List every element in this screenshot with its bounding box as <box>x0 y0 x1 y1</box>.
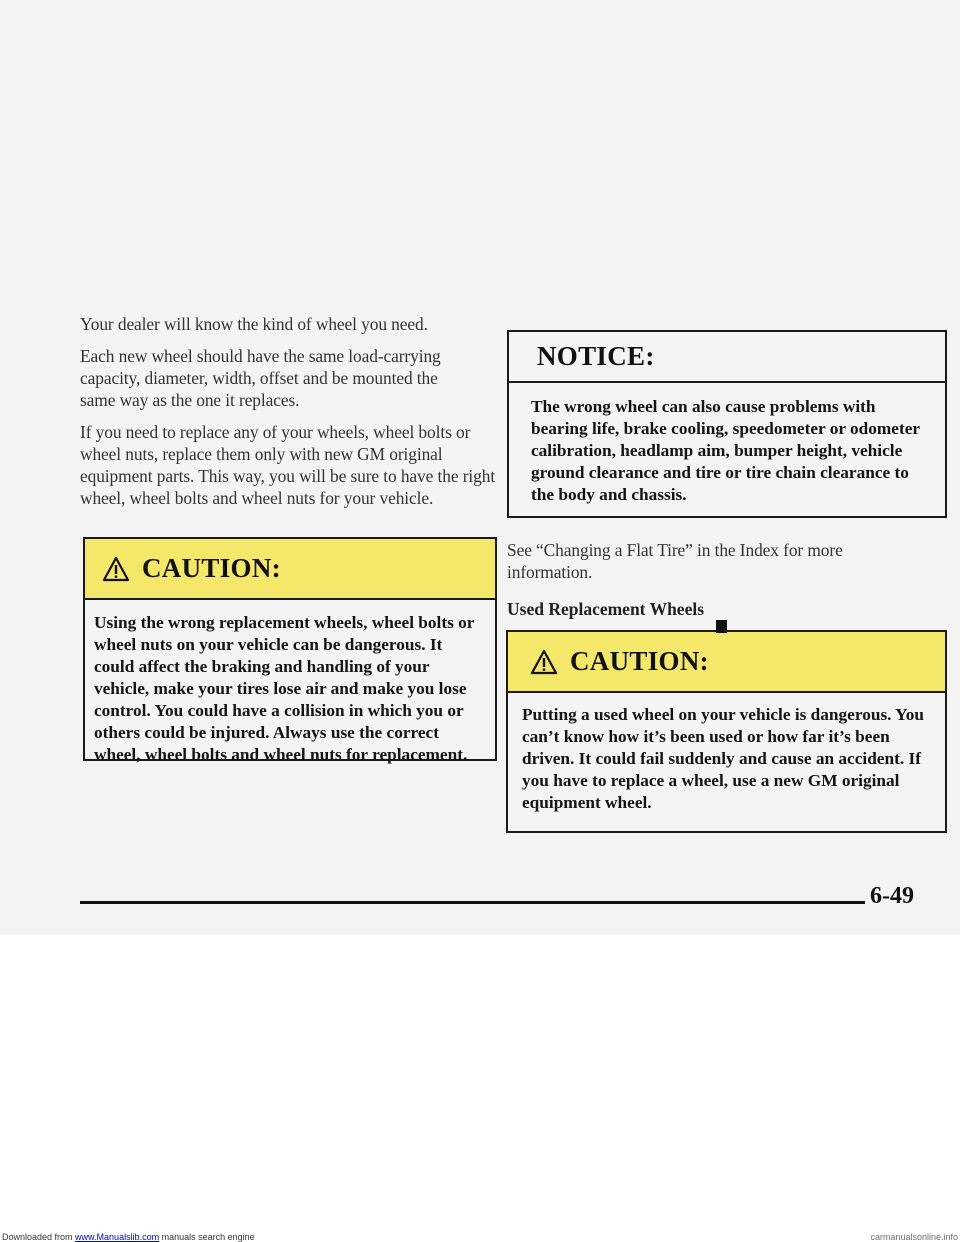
download-footer <box>0 1233 960 1242</box>
caution-body: Using the wrong replacement wheels, wheel bolts or wheel nuts on your vehicle can be dangerous. It could affect the braking and handling of your vehicle, make your tires lose air and make you lose control. You could have a collision in which you or others could be injured. Always use the correct wheel, wheel bolts and wheel nuts for replacement. <box>94 613 475 764</box>
notice-header <box>509 332 945 383</box>
caution-title: CAUTION: <box>570 646 709 676</box>
right-column <box>507 330 947 812</box>
left-column <box>80 313 500 764</box>
notice-box <box>507 330 947 518</box>
caution-header <box>508 632 945 693</box>
caution-box-used <box>506 630 947 833</box>
section-heading-used-wheels: Used Replacement Wheels <box>507 599 705 619</box>
caution-box-replacement <box>83 537 497 764</box>
caution-header <box>85 539 495 600</box>
paragraph-new-wheel: Each new wheel should have the same load-carrying capacity, diameter, width, offset and be mounted the same way as the one it replaces. <box>80 346 441 410</box>
paragraph-dealer: Your dealer will know the kind of wheel you need. <box>80 314 428 334</box>
footer-suffix: manuals search engine <box>159 1232 255 1242</box>
manualslib-link[interactable]: www.Manualslib.com <box>75 1232 160 1242</box>
footer-rule <box>80 901 865 904</box>
print-artifact-mark <box>716 620 727 633</box>
footer-watermark: carmanualsonline.info <box>870 1232 958 1242</box>
caution-body: Putting a used wheel on your vehicle is dangerous. You can’t know how it’s been used or how far it’s been driven. It could fail suddenly and cause an accident. If you have to replace a wheel, use a new GM original equipment wheel. <box>522 705 924 812</box>
footer-source <box>2 1233 255 1242</box>
paragraph-replace: If you need to replace any of your wheels, wheel bolts or wheel nuts, replace them only with new GM original equipment parts. This way, you will be sure to have the right wheel, wheel bolts and wheel nuts for your vehicle. <box>80 422 496 508</box>
footer-prefix: Downloaded from <box>2 1232 76 1242</box>
notice-title: NOTICE: <box>537 341 655 371</box>
warning-triangle-icon <box>102 556 130 582</box>
caution-title: CAUTION: <box>142 553 281 583</box>
page-number: 6-49 <box>870 883 914 909</box>
notice-body: The wrong wheel can also cause problems with bearing life, brake cooling, speedometer or odometer calibration, headlamp aim, bumper height, vehicle ground clearance and tire or tire chain clearance to the body and chassis. <box>531 397 920 504</box>
see-index-text: See “Changing a Flat Tire” in the Index for more information. <box>507 540 843 582</box>
warning-triangle-icon <box>530 649 558 675</box>
